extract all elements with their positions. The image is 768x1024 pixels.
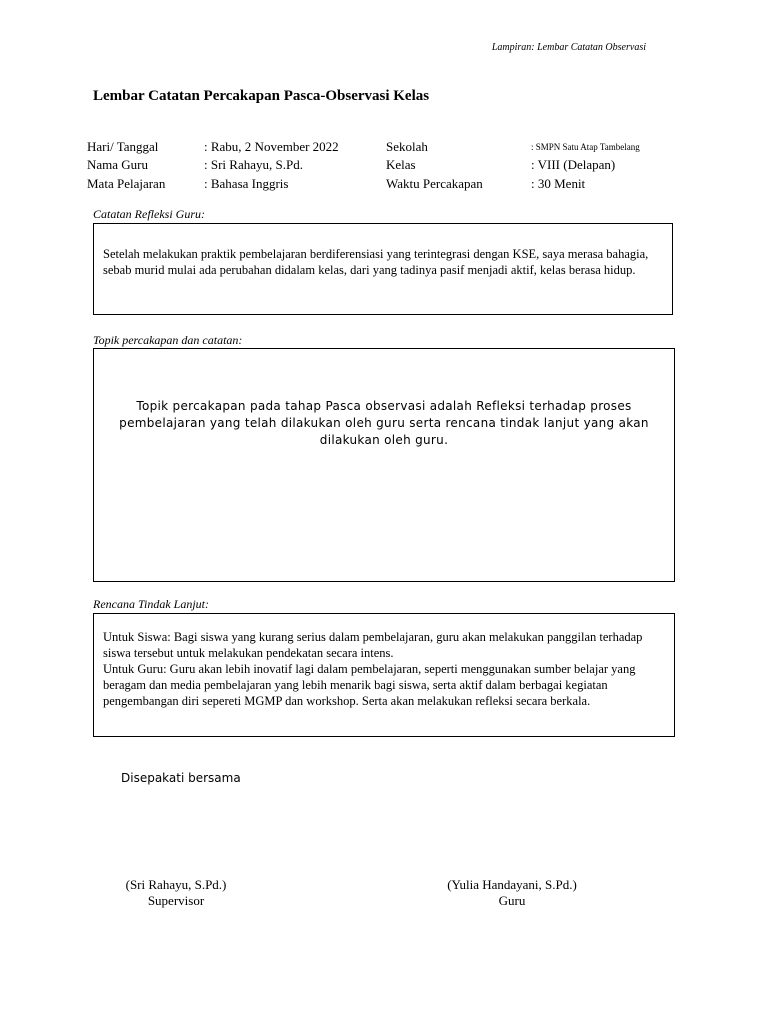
follow-up-teacher: Untuk Guru: Guru akan lebih inovatif lagi dalam pembelajaran, seperti menggunakan sumber belajar yang beragam dan media pembelajaran yang lebih menarik bagi siswa, serta aktif dalam berbagai kegiatan pengembangan diri sepereti MGMP dan workshop. Serta akan melakukan refleksi secara berkala. bbox=[103, 662, 636, 708]
reflection-label: Catatan Refleksi Guru: bbox=[93, 207, 205, 221]
meta-label-duration: Waktu Percakapan bbox=[386, 176, 483, 191]
meta-value-date: : Rabu, 2 November 2022 bbox=[204, 139, 339, 154]
follow-up-student: Untuk Siswa: Bagi siswa yang kurang serius dalam pembelajaran, guru akan melakukan panggilan terhadap siswa tersebut untuk melakukan pendekatan secara intens. bbox=[103, 630, 643, 660]
topic-label: Topik percakapan dan catatan: bbox=[93, 333, 243, 347]
signature-supervisor-role: Supervisor bbox=[147, 893, 205, 908]
topic-text: Topik percakapan pada tahap Pasca observasi adalah Refleksi terhadap proses pembelajaran yang telah dilakukan oleh guru serta rencana tindak lanjut yang akan dilakukan oleh guru. bbox=[119, 399, 649, 447]
meta-label-date: Hari/ Tanggal bbox=[87, 139, 159, 154]
meta-row-teacher bbox=[0, 157, 768, 175]
follow-up-label: Rencana Tindak Lanjut: bbox=[93, 597, 209, 611]
attachment-note: Lampiran: Lembar Catatan Observasi bbox=[491, 42, 646, 53]
signature-teacher-name: (Yulia Handayani, S.Pd.) bbox=[447, 877, 577, 892]
meta-label-school: Sekolah bbox=[386, 139, 428, 154]
meta-label-subject: Mata Pelajaran bbox=[87, 176, 166, 191]
meta-value-school: : SMPN Satu Atap Tambelang bbox=[531, 142, 640, 152]
signature-teacher-role: Guru bbox=[498, 893, 526, 908]
meta-row-subject bbox=[0, 176, 768, 194]
meta-value-teacher: : Sri Rahayu, S.Pd. bbox=[204, 157, 303, 172]
topic-box bbox=[93, 348, 675, 582]
reflection-box bbox=[93, 223, 673, 315]
meta-label-class: Kelas bbox=[386, 157, 416, 172]
meta-row-date bbox=[0, 139, 768, 157]
document-title: Lembar Catatan Percakapan Pasca-Observasi Kelas bbox=[93, 88, 430, 104]
follow-up-box bbox=[93, 613, 675, 737]
meta-value-class: : VIII (Delapan) bbox=[531, 157, 616, 172]
signature-supervisor-name: (Sri Rahayu, S.Pd.) bbox=[125, 877, 227, 892]
meta-value-subject: : Bahasa Inggris bbox=[204, 176, 289, 191]
signature-teacher bbox=[420, 877, 604, 909]
reflection-text: Setelah melakukan praktik pembelajaran berdiferensiasi yang terintegrasi dengan KSE, saya merasa bahagia, sebab murid mulai ada perubahan didalam kelas, dari yang tadinya pasif menjadi aktif, kelas berasa hidup. bbox=[103, 247, 649, 277]
meta-label-teacher: Nama Guru bbox=[87, 157, 149, 172]
agreement-text: Disepakati bersama bbox=[121, 771, 241, 785]
meta-value-duration: : 30 Menit bbox=[531, 176, 586, 191]
signature-supervisor bbox=[100, 877, 252, 909]
follow-up-text bbox=[103, 629, 665, 709]
